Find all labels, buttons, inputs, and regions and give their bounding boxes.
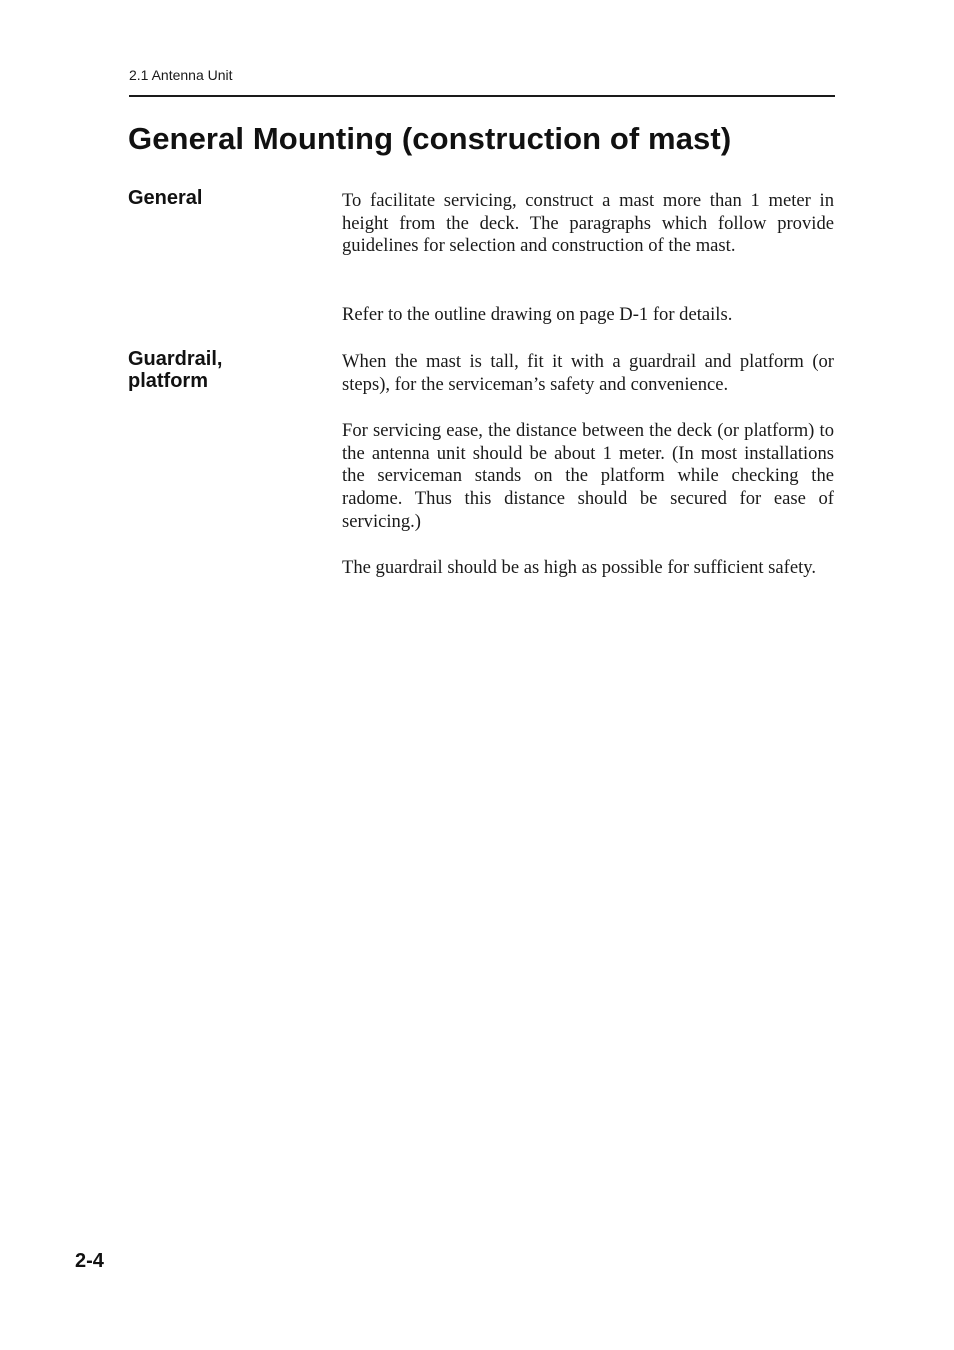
- paragraph-guardrail-1: When the mast is tall, fit it with a guardrail and platform (or steps), for the serviceman’s safety and convenience.: [342, 351, 834, 395]
- section-heading-guardrail-platform: [128, 348, 318, 392]
- paragraph-general-1: To facilitate servicing, construct a mast more than 1 meter in height from the deck. The paragraphs which follow provide guidelines for selection and construction of the mast.: [342, 190, 834, 257]
- section-heading-line: Guardrail,: [128, 348, 223, 370]
- page-title: General Mounting (construction of mast): [128, 121, 732, 156]
- section-heading-line: General: [128, 187, 203, 209]
- header-rule: [129, 95, 835, 97]
- paragraph-general-2: Refer to the outline drawing on page D-1 for details.: [342, 304, 733, 325]
- page-number: 2-4: [75, 1250, 104, 1272]
- paragraph-guardrail-3: The guardrail should be as high as possible for sufficient safety.: [342, 557, 817, 578]
- paragraph-guardrail-2: For servicing ease, the distance between the deck (or platform) to the antenna unit should be about 1 meter. (In most installations the serviceman stands on the platform while checking the radome. Thus this distance should be secured for ease of servicing.): [342, 420, 834, 532]
- section-heading-line: platform: [128, 370, 208, 392]
- section-heading-general: [128, 187, 318, 209]
- running-header: 2.1 Antenna Unit: [129, 67, 233, 83]
